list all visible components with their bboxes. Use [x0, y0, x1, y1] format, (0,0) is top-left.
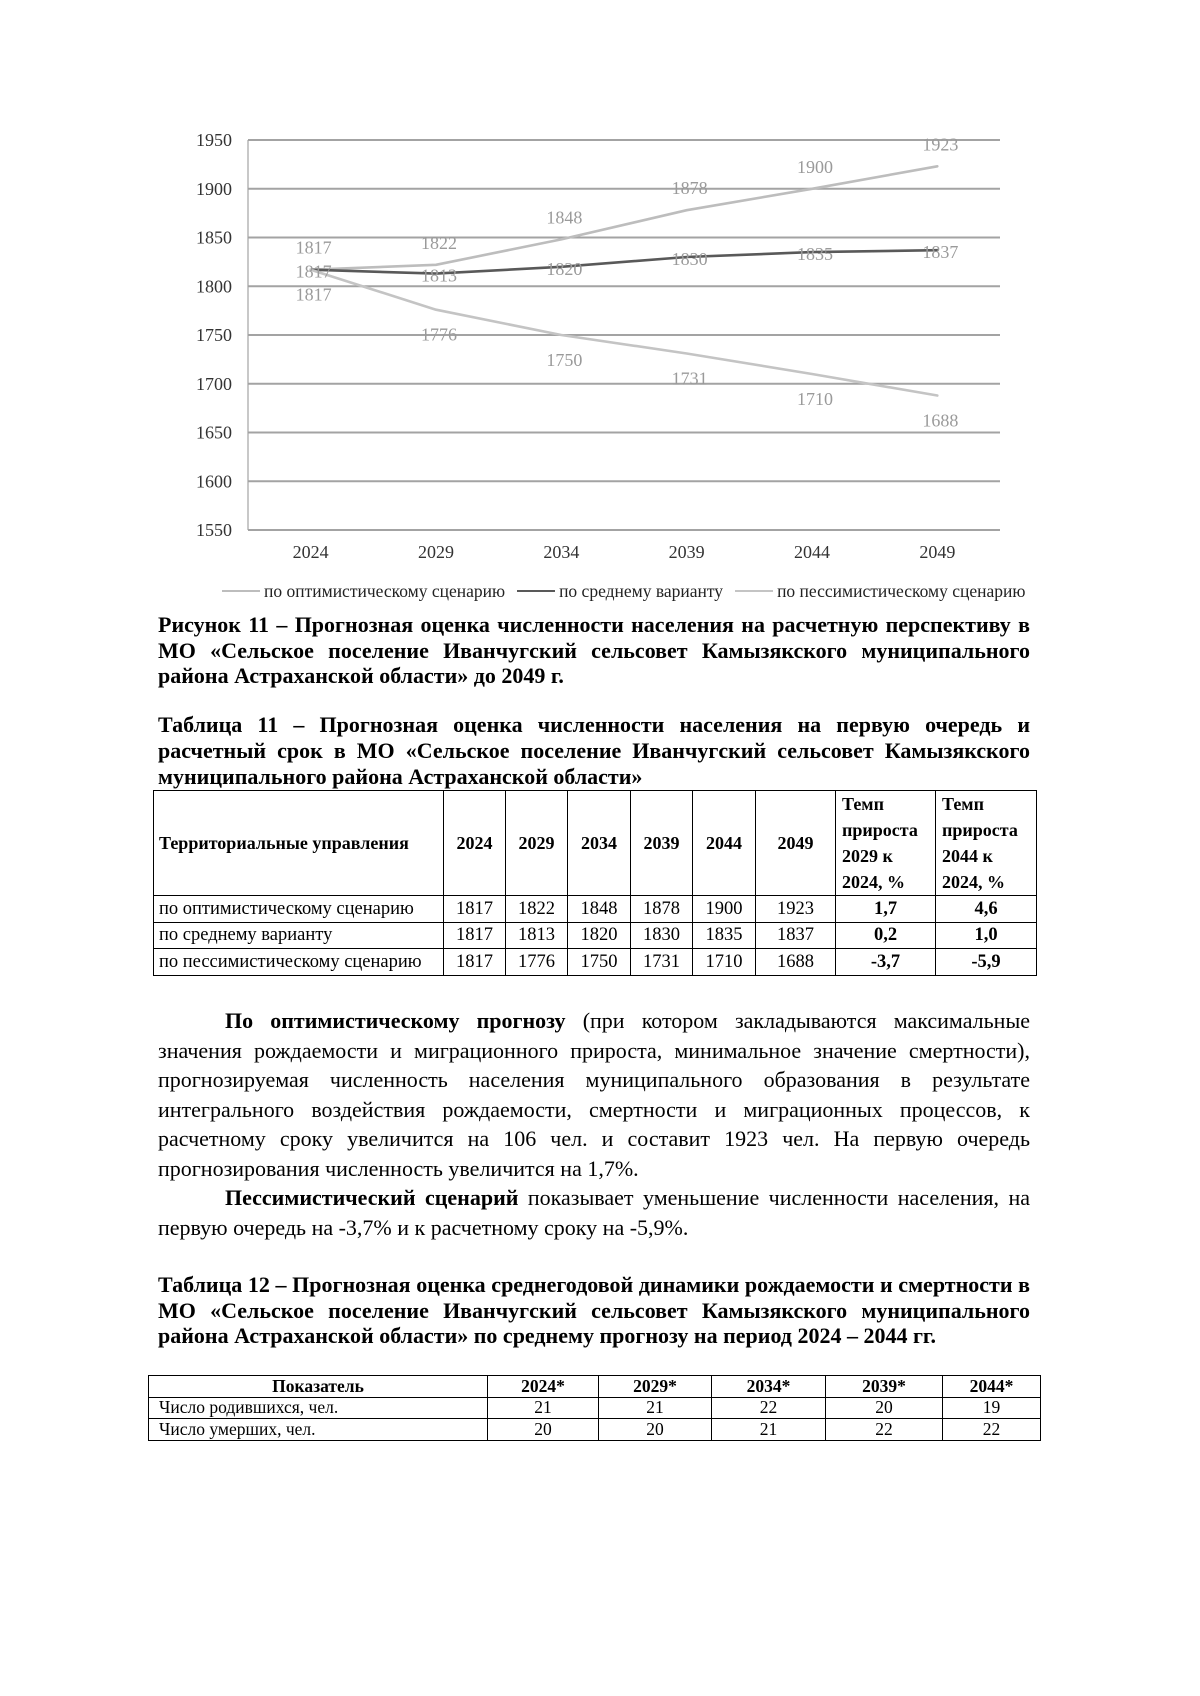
table11-header-year: 2044: [693, 791, 756, 896]
data-label-optimistic: 1923: [922, 134, 959, 155]
table12-header-year: 2039*: [826, 1376, 943, 1398]
table11-title: Таблица 11 – Прогнозная оценка численности населения на первую очередь и расчетный срок в МО «Сельское поселение Иванчугский сельсовет Камызякского муниципального района Астраханской области»: [158, 712, 1030, 789]
paragraph-rest: (при котором закладываются максимальные значения рождаемости и миграционного прироста, минимальное значение смертности), прогнозируемая численность населения муниципального образования в результате интегрального воздействия рождаемости, смертности и миграционных процессов, к расчетному сроку увеличится на 106 чел. и составит 1923 чел. На первую очередь прогнозирования численность увеличится на 1,7%.: [158, 1008, 1030, 1181]
table11-header-year: 2034: [568, 791, 631, 896]
y-tick-label: 1650: [196, 422, 232, 443]
y-tick-label: 1800: [196, 276, 232, 297]
data-label-pessimistic: 1710: [797, 389, 833, 409]
table11-cell-value: 1750: [568, 949, 631, 976]
table11-cell-value: 1848: [568, 896, 631, 923]
table11-header-year: 2049: [756, 791, 836, 896]
table12-cell-value: 20: [488, 1419, 599, 1441]
y-tick-label: 1700: [196, 373, 232, 394]
table11-header-territory: Территориальные управления: [154, 791, 444, 896]
data-label-medium: 1820: [546, 258, 583, 279]
chart-plot: [0, 0, 1200, 575]
y-tick-label: 1750: [196, 325, 232, 345]
table11-row-optimistic: [154, 896, 1037, 923]
data-label-pessimistic: 1776: [421, 324, 457, 345]
legend-swatch-medium: [517, 590, 555, 592]
table11-header-rate: Темп прироста 2044 к 2024, %: [936, 791, 1037, 896]
y-tick-label: 1850: [196, 227, 232, 248]
table11-cell-value: 1813: [506, 922, 568, 949]
table12-header-row: [149, 1376, 1041, 1398]
table11-cell-value: 1776: [506, 949, 568, 976]
table12-cell-value: 22: [712, 1397, 826, 1419]
table11-cell-value: 1820: [568, 922, 631, 949]
table12-cell-name: Число умерших, чел.: [149, 1419, 488, 1441]
table11-header-year: 2024: [444, 791, 506, 896]
data-label-pessimistic: 1750: [546, 350, 583, 370]
y-tick-label: 1950: [196, 130, 232, 150]
table11-cell-value: 1817: [444, 949, 506, 976]
table12-cell-value: 22: [826, 1419, 943, 1441]
table12-row-deaths: [149, 1419, 1041, 1441]
table11-cell-rate: 0,2: [836, 922, 936, 949]
table11-header-year: 2039: [631, 791, 693, 896]
paragraph-lead: По оптимистическому прогнозу: [225, 1008, 566, 1033]
data-label-medium: 1835: [797, 244, 833, 265]
y-tick-label: 1600: [196, 471, 232, 492]
legend-item-medium: [517, 581, 723, 601]
data-label-medium: 1817: [295, 261, 332, 282]
series-line-medium: [311, 250, 938, 273]
table11-cell-value: 1817: [444, 922, 506, 949]
data-label-pessimistic: 1688: [922, 410, 959, 431]
table12-header-year: 2034*: [712, 1376, 826, 1398]
table12-header-year: 2029*: [599, 1376, 712, 1398]
data-label-optimistic: 1848: [546, 207, 583, 228]
table12-cell-value: 21: [599, 1397, 712, 1419]
table12-cell-value: 22: [943, 1419, 1041, 1441]
legend-item-pessimistic: [735, 581, 1025, 601]
table12-cell-value: 20: [826, 1397, 943, 1419]
table11-cell-value: 1837: [756, 922, 836, 949]
table12-header-year: 2024*: [488, 1376, 599, 1398]
x-tick-label: 2034: [543, 542, 580, 562]
table12-cell-value: 21: [488, 1397, 599, 1419]
table12-title: Таблица 12 – Прогнозная оценка среднегодовой динамики рождаемости и смертности в МО «Сельское поселение Иванчугский сельсовет Камызякского муниципального района Астраханской области» по среднему прогнозу на период 2024 – 2044 гг.: [158, 1272, 1030, 1349]
data-label-optimistic: 1878: [671, 178, 708, 199]
data-label-medium: 1837: [922, 242, 959, 263]
series-line-pessimistic: [311, 270, 938, 396]
table11-header-row: [154, 791, 1037, 896]
legend-swatch-optimistic: [222, 590, 260, 592]
table12-header-indicator: Показатель: [149, 1376, 488, 1398]
table12: [148, 1375, 1041, 1441]
chart-legend: [222, 581, 1025, 601]
x-tick-label: 2049: [919, 542, 956, 562]
table11-cell-value: 1923: [756, 896, 836, 923]
legend-label-medium: по среднему варианту: [559, 581, 724, 601]
table11-cell-value: 1878: [631, 896, 693, 923]
data-label-pessimistic: 1731: [671, 368, 708, 389]
table12-cell-value: 20: [599, 1419, 712, 1441]
table11-row-pessimistic: [154, 949, 1037, 976]
data-label-optimistic: 1900: [797, 156, 833, 177]
table11-header-year: 2029: [506, 791, 568, 896]
table11-cell-rate: 4,6: [936, 896, 1037, 923]
table11-header-rate: Темп прироста 2029 к 2024, %: [836, 791, 936, 896]
table11-cell-value: 1731: [631, 949, 693, 976]
table11-cell-value: 1835: [693, 922, 756, 949]
table12-cell-value: 21: [712, 1419, 826, 1441]
x-tick-label: 2039: [668, 542, 705, 562]
data-label-medium: 1813: [421, 265, 457, 286]
table12-header-year: 2044*: [943, 1376, 1041, 1398]
table11-cell-value: 1830: [631, 922, 693, 949]
y-tick-label: 1900: [196, 178, 232, 199]
legend-label-pessimistic: по пессимистическому сценарию: [777, 581, 1026, 601]
y-tick-label: 1550: [196, 520, 232, 540]
figure-caption: Рисунок 11 – Прогнозная оценка численности населения на расчетную перспективу в МО «Сельское поселение Иванчугский сельсовет Камызякского муниципального района Астраханской области» до 2049 г.: [158, 612, 1030, 688]
table11-cell-rate: -5,9: [936, 949, 1037, 976]
table11-cell-rate: -3,7: [836, 949, 936, 976]
legend-item-optimistic: [222, 581, 505, 601]
series-line-optimistic: [311, 166, 938, 269]
legend-label-optimistic: по оптимистическому сценарию: [264, 581, 506, 601]
data-label-pessimistic: 1817: [295, 284, 332, 305]
table11-cell-value: 1710: [693, 949, 756, 976]
table11-cell-value: 1822: [506, 896, 568, 923]
paragraph-pessimistic: [158, 1183, 1030, 1242]
data-label-optimistic: 1817: [295, 237, 332, 258]
data-label-optimistic: 1822: [421, 232, 457, 253]
paragraph-lead: Пессимистический сценарий: [225, 1185, 519, 1210]
table11-cell-value: 1817: [444, 896, 506, 923]
paragraph-rest: показывает уменьшение численности населения, на первую очередь на -3,7% и к расчетному сроку на -5,9%.: [158, 1185, 1030, 1240]
x-tick-label: 2044: [794, 542, 830, 562]
table12-row-births: [149, 1397, 1041, 1419]
table11-cell-rate: 1,7: [836, 896, 936, 923]
paragraph-optimistic: [158, 1006, 1030, 1183]
legend-swatch-pessimistic: [735, 590, 773, 592]
table11-cell-value: 1688: [756, 949, 836, 976]
table11-cell-name: по оптимистическому сценарию: [154, 896, 444, 923]
table11: [153, 790, 1037, 976]
table11-cell-name: по пессимистическому сценарию: [154, 949, 444, 976]
table11-cell-name: по среднему варианту: [154, 922, 444, 949]
table11-cell-value: 1900: [693, 896, 756, 923]
table11-row-medium: [154, 922, 1037, 949]
table11-cell-rate: 1,0: [936, 922, 1037, 949]
x-tick-label: 2024: [292, 542, 329, 562]
table12-cell-value: 19: [943, 1397, 1041, 1419]
x-tick-label: 2029: [418, 542, 454, 562]
body-text: [158, 1006, 1030, 1242]
table12-cell-name: Число родившихся, чел.: [149, 1397, 488, 1419]
data-label-medium: 1830: [671, 249, 708, 269]
